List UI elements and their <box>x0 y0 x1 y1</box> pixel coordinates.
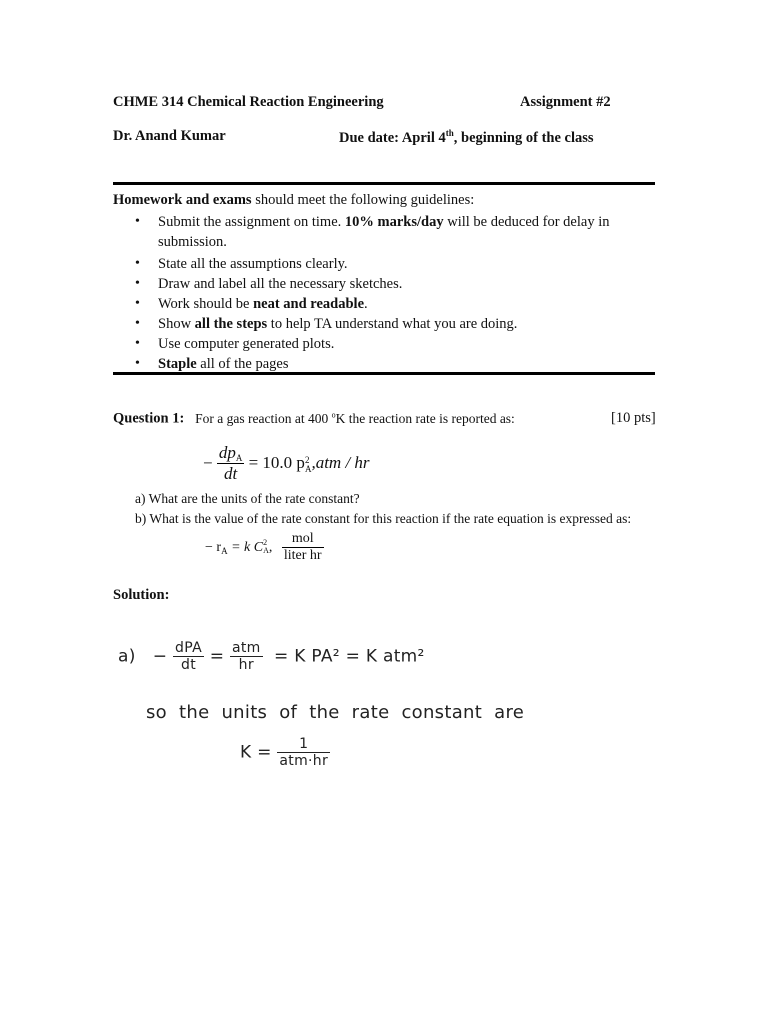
guideline-text: Draw and label all the necessary sketches. <box>158 276 403 292</box>
solution-frac2-num: atm <box>231 640 261 656</box>
solution-rest: = K PA² = K atm² <box>273 646 425 667</box>
eq1-minus: − <box>203 453 213 473</box>
solution-equals: = <box>209 646 225 667</box>
guideline-item <box>113 254 643 274</box>
eq2-mid: = k C <box>227 539 264 555</box>
solution-fraction-1 <box>173 640 204 673</box>
guideline-text-end: will be deduced for delay in submission. <box>158 214 610 250</box>
question-1-text-pre: For a gas reaction at 400 <box>195 410 332 426</box>
guideline-item <box>113 354 643 374</box>
eq2-unit-denominator: liter hr <box>283 548 322 563</box>
guideline-bold: all the steps <box>194 316 268 332</box>
solution-k-num: 1 <box>277 736 330 753</box>
eq2-units-fraction <box>282 531 324 564</box>
solution-fraction-2 <box>230 640 263 673</box>
due-date-sup: th <box>445 128 454 138</box>
eq2-mid-sub: A <box>263 546 269 556</box>
eq2-mid-sup: 2 <box>263 538 268 548</box>
guideline-text: State all the assumptions clearly. <box>158 256 348 272</box>
question-1-label: Question 1: <box>113 410 185 427</box>
top-rule <box>113 182 655 185</box>
guideline-text: Use computer generated plots. <box>158 336 335 352</box>
solution-k-lhs: K = <box>240 742 272 763</box>
part-a-question: a) What are the units of the rate constant? <box>135 491 360 506</box>
guideline-text: Submit the assignment on time. <box>158 214 345 230</box>
solution-frac1-num: dPA <box>175 640 202 656</box>
solution-line-3 <box>240 736 330 769</box>
eq1-numerator: dp <box>218 443 236 462</box>
guidelines-intro-rest: should meet the following guidelines: <box>251 192 475 208</box>
solution-k-den: atm·hr <box>279 753 329 769</box>
question-1-points: [10 pts] <box>611 410 656 426</box>
guideline-text-end: . <box>364 296 368 312</box>
guideline-text: Work should be <box>158 296 254 312</box>
solution-part-a-label: a) <box>118 646 136 667</box>
question-1-text <box>195 411 515 426</box>
due-date <box>339 128 594 147</box>
guidelines-intro-bold: Homework and exams <box>113 192 252 208</box>
solution-line-1 <box>118 640 425 673</box>
guideline-text-end: to help TA understand what you are doing. <box>267 316 518 332</box>
eq2-unit-numerator: mol <box>282 531 324 548</box>
solution-frac1-den: dt <box>181 657 196 673</box>
solution-k-fraction <box>277 736 330 769</box>
solution-line-2: so the units of the rate constant are <box>146 702 525 723</box>
bottom-rule <box>113 372 655 375</box>
eq1-units: ,atm / hr <box>311 453 370 473</box>
guidelines-intro <box>113 192 474 209</box>
guideline-bold: 10% marks/day <box>344 214 444 230</box>
solution-minus: − <box>152 646 168 667</box>
guideline-item <box>113 294 643 314</box>
rate-equation-2 <box>205 531 324 564</box>
guideline-bold: Staple <box>158 356 197 372</box>
instructor-name: Dr. Anand Kumar <box>113 128 226 144</box>
guideline-bold: neat and readable <box>253 296 365 312</box>
eq1-rhs: = 10.0 p <box>248 453 305 473</box>
eq2-lhs: − r <box>205 539 222 555</box>
eq2-comma: , <box>268 539 273 555</box>
degree-symbol: o <box>331 410 336 419</box>
guidelines-list <box>113 212 643 374</box>
eq2-lhs-sub: A <box>221 545 228 556</box>
guideline-text: Show <box>158 316 195 332</box>
solution-label: Solution: <box>113 587 170 603</box>
guideline-item <box>113 334 643 354</box>
guideline-item <box>113 314 643 334</box>
eq1-fraction <box>217 443 245 484</box>
eq1-numerator-sub: A <box>235 453 243 463</box>
guideline-item <box>113 212 643 252</box>
guideline-text-end: all of the pages <box>196 356 289 372</box>
eq1-rhs-sup: 2 <box>304 454 310 465</box>
course-title: CHME 314 Chemical Reaction Engineering <box>113 94 384 110</box>
assignment-number: Assignment #2 <box>520 94 611 110</box>
guideline-item <box>113 274 643 294</box>
part-b-question: b) What is the value of the rate constant for this reaction if the rate equation is expressed as: <box>135 511 632 526</box>
question-1-text-post: K the reaction rate is reported as: <box>335 410 515 426</box>
solution-frac2-den: hr <box>238 657 254 673</box>
due-date-prefix: Due date: April 4 <box>339 129 446 146</box>
eq1-rhs-sub: A <box>304 463 312 474</box>
due-date-suffix: , beginning of the class <box>453 129 594 146</box>
question-1-prompt <box>113 410 515 428</box>
eq1-denominator: dt <box>223 464 238 483</box>
rate-equation-1 <box>203 443 370 484</box>
